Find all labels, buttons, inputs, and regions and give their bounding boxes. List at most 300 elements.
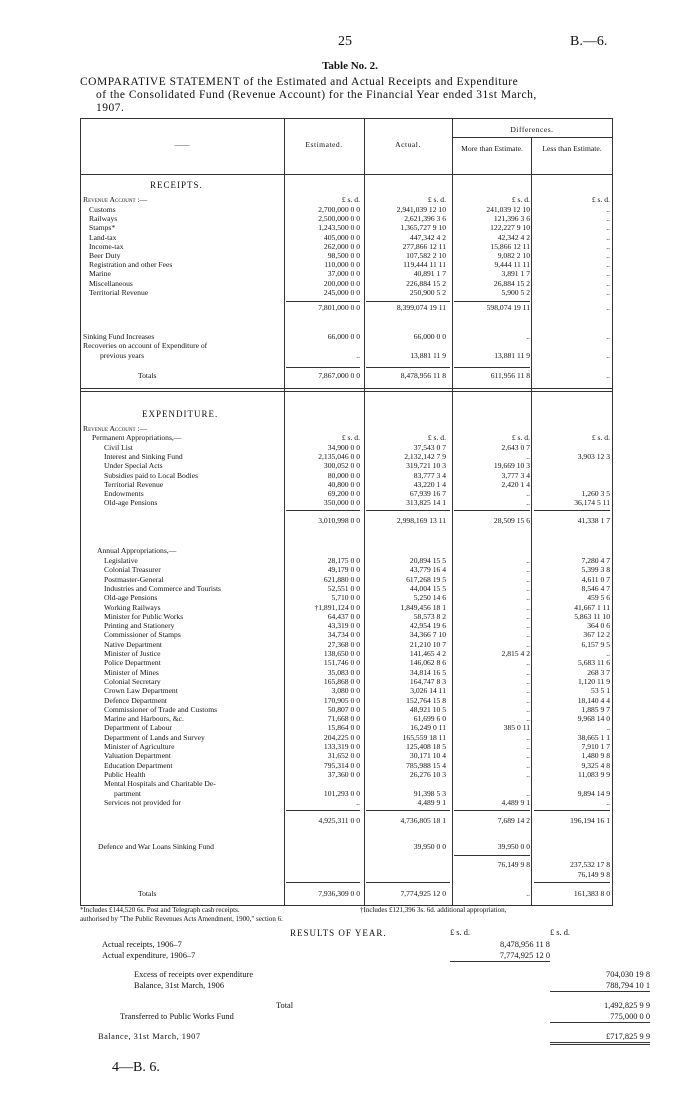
expenditure-total-row-label: Totals [138, 889, 157, 898]
annual-row-more: .. [526, 565, 530, 575]
results-excess-row [80, 969, 650, 980]
receipt-row-more: 3,891 1 7 [501, 269, 530, 279]
annual-row-label: Defence Department [104, 695, 168, 705]
results-expenditure-value: 7,774,925 12 0 [450, 950, 550, 962]
annual-row-actual: 26,276 10 3 [409, 769, 446, 779]
exp-units-less: £ s. d. [591, 433, 610, 442]
mental-row-actual: 91,398 5 3 [413, 789, 446, 798]
annual-row-less: 9,968 14 0 [577, 714, 610, 724]
annual-row-label: Public Health [104, 769, 146, 779]
table-number: Table No. 2. [322, 60, 378, 72]
annual-row-label: Postmaster-General [104, 574, 164, 584]
results-transfer-value: 775,000 0 0 [550, 1011, 650, 1023]
receipts-subtotal-row [80, 303, 612, 313]
receipt-row-estimated: 98,500 0 0 [327, 251, 360, 260]
annual-total-rule-c4 [534, 810, 610, 811]
annual-row-actual: 34,366 7 10 [409, 630, 446, 640]
more-subtotal: 76,149 9 8 [497, 860, 530, 869]
receipt-row-actual: 447,342 4 2 [409, 232, 446, 242]
annual-row-label: Marine and Harbours, &c. [104, 714, 184, 724]
expenditure-total-row-less: 161,383 8 0 [573, 889, 610, 898]
annual-row-more: .. [526, 732, 530, 742]
permanent-row [80, 498, 612, 508]
annual-row-actual: 16,249 0 11 [410, 723, 446, 733]
receipt-row-label: Income-tax [89, 241, 124, 251]
permanent-row-label: Old-age Pensions [104, 498, 158, 508]
annual-row-actual: 48,921 10 5 [409, 704, 446, 714]
defence-row-actual: 39,950 0 0 [413, 842, 446, 851]
receipt-row-more: 15,866 12 11 [490, 241, 530, 251]
permanent-row-actual: 319,721 10 3 [406, 461, 446, 471]
receipt-row-estimated: 1,243,500 0 0 [318, 223, 360, 233]
recoveries-row-label: previous years [100, 351, 145, 360]
receipts-total-row-estimated: 7,867,000 0 0 [318, 371, 360, 380]
defence-row-label: Defence and War Loans Sinking Fund [98, 842, 214, 851]
mental-row-estimated: 101,293 0 0 [323, 789, 360, 798]
annual-total-rule-c1 [286, 810, 360, 811]
sinking-fund-row-actual: 66,000 0 0 [413, 332, 446, 341]
receipt-row-actual: 40,891 1 7 [413, 269, 446, 279]
annual-row-less: 7,280 4 7 [581, 556, 610, 565]
annual-row-estimated: 34,734 0 0 [327, 630, 360, 640]
annual-row-estimated: 15,864 0 0 [327, 723, 360, 733]
annual-row-less: .. [606, 649, 610, 658]
annual-row-estimated: †1,891,124 0 0 [314, 602, 360, 612]
receipt-row-label: Customs [89, 205, 116, 214]
permanent-label: Permanent Appropriations,— [92, 433, 182, 442]
annual-label-row [80, 546, 612, 556]
permanent-row-estimated: 350,000 0 0 [323, 498, 360, 508]
annual-total-row-more: 7,689 14 2 [497, 816, 530, 825]
annual-row-actual: 1,849,456 18 1 [400, 602, 446, 612]
annual-row-actual: 164,747 8 3 [409, 676, 446, 686]
expenditure-heading: EXPENDITURE. [142, 409, 219, 419]
receipt-row-estimated: 262,000 0 0 [323, 241, 360, 251]
receipt-row-less: .. [606, 251, 610, 260]
permanent-units-row [80, 433, 612, 443]
annual-row-more: .. [526, 714, 530, 724]
permanent-row-label: Civil List [104, 443, 133, 452]
receipt-row-less: .. [606, 278, 610, 288]
permanent-row-actual: 2,132,142 7 9 [404, 452, 446, 462]
permanent-row-more: .. [526, 498, 530, 508]
results-total-value: 1,492,825 9 9 [603, 1001, 650, 1010]
permanent-row-more: 3,777 3 4 [501, 470, 530, 480]
header-actual: Actual. [395, 140, 421, 149]
annual-row-less: 18,140 4 4 [577, 695, 610, 705]
annual-row-less: 268 3 7 [587, 667, 610, 677]
permanent-total-rule-c2 [366, 510, 450, 511]
receipt-row-estimated: 110,000 0 0 [324, 260, 360, 270]
recoveries-row-actual: 13,881 11 9 [410, 351, 446, 360]
receipt-row-label: Registration and other Fees [89, 260, 173, 270]
annual-row-less: 459 5 6 [587, 593, 610, 603]
annual-row-less: 7,910 1 7 [581, 742, 610, 751]
receipts-group-label: Revenue Account :— [83, 195, 148, 204]
annual-row-actual: 785,988 15 4 [406, 760, 446, 770]
annual-row-more: .. [526, 676, 530, 686]
page-number: 25 [338, 34, 352, 49]
permanent-total-rule-c1 [286, 510, 360, 511]
annual-row-less: 4,611 0 7 [581, 574, 610, 584]
annual-row-actual: 141,465 4 2 [409, 649, 446, 658]
receipts-total-rule-c2 [366, 367, 450, 368]
receipts-bottom-rule2 [80, 391, 612, 392]
receipts-total-rule-c1 [286, 367, 360, 368]
header-differences: Differences. [510, 125, 554, 134]
defence-row [80, 842, 612, 852]
annual-row-actual: 58,573 8 2 [413, 611, 446, 621]
results-transfer-row [80, 1011, 650, 1022]
permanent-total-row-more: 28,509 15 6 [493, 516, 530, 525]
footnote-dagger: †Includes £121,396 3s. 6d. additional appropriation, [360, 906, 507, 914]
annual-row-estimated: 133,319 0 0 [323, 742, 360, 751]
exp-units-estimated: £ s. d. [341, 433, 360, 442]
annual-row-less: 5,863 11 10 [574, 611, 610, 621]
receipt-row-label: Railways [89, 214, 118, 224]
annual-row-actual: 125,408 18 5 [406, 742, 446, 751]
annual-row-label: Legislative [104, 556, 138, 565]
expenditure-total-row-estimated: 7,936,309 0 0 [318, 889, 360, 898]
receipt-row-actual: 107,582 2 10 [406, 251, 446, 260]
less-offset: 76,149 9 8 [577, 870, 610, 879]
annual-row-label: Valuation Department [104, 751, 171, 761]
exp-total-rule-c2 [366, 882, 450, 883]
results-heading: RESULTS OF YEAR. [290, 928, 387, 938]
permanent-row-actual: 313,825 14 1 [406, 498, 446, 508]
permanent-row-more: 2,420 1 4 [501, 479, 530, 489]
receipt-row-estimated: 2,500,000 0 0 [318, 214, 360, 224]
annual-row-less: 8,546 4 7 [581, 583, 610, 593]
mental-label-1: Mental Hospitals and Charitable De- [104, 779, 216, 788]
annual-row-more: .. [526, 695, 530, 705]
annual-row-estimated: 27,368 0 0 [327, 639, 360, 649]
receipt-row-label: Beer Duty [89, 251, 121, 260]
expenditure-group-label: Revenue Account :— [83, 424, 148, 433]
receipt-row-actual: 1,365,727 9 10 [400, 223, 446, 233]
differences-subtotal-row [80, 860, 612, 870]
receipts-total-row [80, 371, 612, 381]
annual-row-more: .. [526, 611, 530, 621]
annual-row-actual: 30,171 10 4 [409, 751, 446, 761]
comparative-statement-table [80, 118, 612, 905]
table-title-line1: COMPARATIVE STATEMENT of the Estimated and Actual Receipts and Expenditure [80, 76, 519, 88]
permanent-row-less: 3,903 12 3 [577, 452, 610, 462]
permanent-row-less: 36,174 5 11 [574, 498, 610, 508]
annual-row-more: .. [526, 630, 530, 640]
annual-row-less: 11,083 9 9 [578, 769, 610, 779]
permanent-row-label: Subsidies paid to Local Bodies [104, 470, 199, 480]
annual-row-actual: 34,814 16 5 [409, 667, 446, 677]
annual-row-less: 9,325 4 8 [581, 760, 610, 770]
annual-row-label: Printing and Stationery [104, 621, 175, 631]
annual-row-estimated: 35,083 0 0 [327, 667, 360, 677]
permanent-row-actual: 67,939 16 7 [409, 489, 446, 498]
annual-total-row-actual: 4,736,805 18 1 [400, 816, 446, 825]
annual-row-less: 1,885 9 7 [581, 704, 610, 714]
annual-row-actual: 61,699 6 0 [413, 714, 446, 724]
receipts-total-row-more: 611,956 11 8 [490, 371, 530, 380]
receipt-row-more: 5,900 5 2 [501, 287, 530, 297]
receipts-subtotal-rule-c3 [454, 301, 530, 302]
permanent-total-row-less: 41,338 1 7 [577, 516, 610, 525]
permanent-row-label: Territorial Revenue [104, 479, 164, 489]
annual-row-more: .. [526, 556, 530, 565]
annual-row-label: Education Department [104, 760, 173, 770]
annual-row-actual: 165,559 18 11 [402, 732, 446, 742]
permanent-row-label: Interest and Sinking Fund [104, 452, 183, 462]
units-estimated: £ s. d. [341, 195, 360, 204]
results-excess-value: 704,030 19 8 [606, 970, 650, 979]
receipt-row-estimated: 37,000 0 0 [327, 269, 360, 279]
recoveries-row [80, 351, 612, 361]
annual-row-more: 385 0 11 [503, 723, 530, 733]
sinking-fund-row-label: Sinking Fund Increases [83, 332, 155, 341]
annual-total-row-estimated: 4,925,311 0 0 [318, 816, 360, 825]
annual-row-more: .. [526, 742, 530, 751]
annual-row-less: 1,480 9 8 [581, 751, 610, 761]
receipt-row-more: 121,396 3 6 [493, 214, 530, 224]
annual-row-label: Minister of Agriculture [104, 742, 175, 751]
annual-row-less: 53 5 1 [591, 686, 610, 696]
results-balance-value: 788,794 10 1 [550, 980, 650, 992]
results-units-2: £ s. d. [549, 928, 570, 937]
permanent-total-rule-c4 [534, 510, 610, 511]
receipt-row-more: 122,227 9 10 [490, 223, 530, 233]
receipt-row-more: 9,082 2 10 [497, 251, 530, 260]
annual-row-estimated: 138,650 0 0 [323, 649, 360, 658]
permanent-total-row [80, 516, 612, 526]
receipt-row-more: 9,444 11 11 [494, 260, 530, 270]
annual-row-estimated: 621,880 0 0 [323, 574, 360, 584]
annual-row-label: Department of Lands and Survey [104, 732, 205, 742]
annual-row-estimated: 204,225 0 0 [323, 732, 360, 742]
services-row [80, 798, 612, 808]
header-more: More than Estimate. [461, 144, 523, 153]
recoveries-label-row [80, 341, 612, 351]
annual-row-more: .. [526, 583, 530, 593]
footer-reference: 4—B. 6. [112, 1060, 160, 1075]
recoveries-row-estimated: .. [356, 351, 360, 360]
receipt-row-estimated: 2,700,000 0 0 [318, 205, 360, 214]
annual-row-more: .. [526, 769, 530, 779]
results-excess-label: Excess of receipts over expenditure [134, 970, 254, 979]
results-receipts-row [80, 939, 620, 950]
annual-row-estimated: 795,314 0 0 [323, 760, 360, 770]
permanent-row-more: 19,669 10 3 [493, 461, 530, 471]
receipts-total-row-less: .. [606, 371, 610, 380]
annual-row-estimated: 37,360 0 0 [327, 769, 360, 779]
permanent-total-row-actual: 2,998,169 13 11 [396, 516, 446, 525]
units-more: £ s. d. [511, 195, 530, 204]
annual-row-label: Old-age Pensions [104, 593, 158, 603]
permanent-row-estimated: 40,800 0 0 [327, 479, 360, 489]
annual-row-estimated: 64,437 0 0 [327, 611, 360, 621]
results-receipts-value: 8,478,956 11 8 [500, 940, 550, 949]
permanent-row-more: .. [526, 452, 530, 462]
receipt-row-label: Miscellaneous [89, 278, 133, 288]
receipts-subtotal-row-less: .. [606, 303, 610, 312]
annual-row-more: .. [526, 658, 530, 668]
annual-row-estimated: 49,179 0 0 [327, 565, 360, 575]
permanent-total-row-estimated: 3,010,998 0 0 [318, 516, 360, 525]
annual-row-label: Industries and Commerce and Tourists [104, 583, 222, 593]
annual-row-estimated: 31,652 0 0 [327, 751, 360, 761]
header-estimated: Estimated. [305, 140, 343, 149]
less-subtotal: 237,532 17 8 [570, 860, 610, 869]
units-less: £ s. d. [591, 195, 610, 204]
units-actual: £ s. d. [427, 195, 446, 204]
receipts-subtotal-row-estimated: 7,801,000 0 0 [318, 303, 360, 312]
services-row-label: Services not provided for [104, 798, 181, 807]
results-final-row [80, 1031, 650, 1042]
results-final-value: £717,825 9 9 [550, 1031, 650, 1045]
receipt-row-estimated: 405,000 0 0 [323, 232, 360, 242]
annual-row-label: Commissioner of Stamps [104, 630, 181, 640]
mental-row-label: partment [114, 789, 141, 798]
receipt-row-actual: 2,941,039 12 10 [396, 205, 446, 214]
receipts-subtotal-rule-c2 [366, 301, 450, 302]
results-expenditure-row [80, 950, 620, 961]
sinking-fund-row-more: .. [526, 332, 530, 341]
mental-label-row [80, 779, 612, 789]
results-total-row [80, 1000, 650, 1011]
receipts-heading: RECEIPTS. [150, 180, 203, 190]
mental-row-less: 9,894 14 9 [577, 789, 610, 798]
results-final-label: Balance, 31st March, 1907 [98, 1032, 201, 1041]
permanent-row-estimated: 300,052 0 0 [323, 461, 360, 471]
annual-total-row [80, 816, 612, 826]
annual-row-label: Police Department [104, 658, 161, 668]
permanent-row-estimated: 80,000 0 0 [327, 470, 360, 480]
recoveries-row-more: 13,881 11 9 [494, 351, 530, 360]
receipt-row [80, 288, 612, 298]
annual-row-actual: 20,894 15 5 [409, 556, 446, 565]
annual-row-label: Commissioner of Trade and Customs [104, 704, 218, 714]
header-blank: —— [174, 140, 190, 149]
permanent-row-label: Endowments [104, 489, 144, 498]
receipt-row-actual: 119,444 11 11 [403, 260, 446, 270]
receipt-row-less: .. [606, 241, 610, 251]
exp-units-actual: £ s. d. [427, 433, 446, 442]
receipt-row-label: Land-tax [89, 232, 117, 242]
receipt-row-more: 26,884 15 2 [493, 278, 530, 288]
annual-row-label: Minister of Mines [104, 667, 159, 677]
receipt-row-less: .. [606, 260, 610, 270]
annual-row-label: Department of Labour [104, 723, 172, 733]
annual-row-estimated: 50,807 0 0 [327, 704, 360, 714]
permanent-row-estimated: 2,135,046 0 0 [318, 452, 360, 462]
header-less: Less than Estimate. [542, 144, 602, 153]
annual-row-more: .. [526, 667, 530, 677]
receipt-row-less: .. [606, 287, 610, 297]
annual-row-less: 367 12 2 [583, 630, 610, 640]
receipt-row-less: .. [606, 232, 610, 242]
annual-total-row-less: 196,194 16 1 [570, 816, 610, 825]
exp-units-more: £ s. d. [511, 433, 530, 442]
mental-row-more: .. [526, 789, 530, 798]
receipt-row-actual: 250,900 5 2 [409, 287, 446, 297]
receipts-subtotal-rule-c1 [286, 301, 360, 302]
annual-row-less: 5,399 3 8 [581, 565, 610, 575]
annual-row-less: 5,683 11 6 [578, 658, 610, 668]
expenditure-total-row-actual: 7,774,925 12 0 [400, 889, 446, 898]
annual-row-label: Minister for Public Works [104, 611, 184, 621]
annual-row-actual: 5,250 14 6 [413, 593, 446, 603]
receipts-total-row-actual: 8,478,956 11 8 [400, 371, 446, 380]
receipts-total-row-label: Totals [138, 371, 157, 380]
annual-row-label: Working Railways [104, 602, 161, 612]
results-units-1: £ s. d. [449, 928, 470, 937]
annual-row-estimated: 71,668 0 0 [327, 714, 360, 724]
results-expenditure-label: Actual expenditure, 1906–7 [102, 951, 196, 960]
receipts-units-row [80, 195, 612, 205]
annual-row-actual: 3,026 14 11 [410, 686, 446, 696]
permanent-row-more: .. [526, 489, 530, 498]
annual-row-estimated: 43,319 0 0 [327, 621, 360, 631]
annual-row-estimated: 3,080 0 0 [331, 686, 360, 696]
receipts-total-rule-c3 [454, 367, 530, 368]
right-border [612, 118, 613, 906]
receipts-subtotal-row-more: 598,074 19 11 [486, 303, 530, 312]
recoveries-row-less: .. [606, 351, 610, 360]
annual-row-more: 2,815 4 2 [501, 649, 530, 658]
expenditure-total-row-more: .. [526, 889, 530, 898]
results-transfer-label: Transferred to Public Works Fund [120, 1012, 234, 1021]
receipt-row-label: Territorial Revenue [89, 287, 149, 297]
results-total-label: Total [276, 1001, 294, 1010]
annual-total-rule-c2 [366, 810, 450, 811]
annual-row-more: .. [526, 602, 530, 612]
results-balance-row [80, 980, 650, 991]
annual-row-label: Colonial Treasurer [104, 565, 161, 575]
sinking-fund-row-less: .. [606, 332, 610, 341]
receipt-row-actual: 2,621,396 3 6 [404, 214, 446, 224]
annual-total-rule-c3 [454, 810, 530, 811]
expenditure-total-row [80, 889, 612, 899]
annual-row-estimated: 5,710 0 0 [331, 593, 360, 603]
receipt-row-label: Marine [89, 269, 111, 279]
document-reference: B.—6. [570, 34, 608, 49]
annual-row-less: 6,157 9 5 [581, 639, 610, 649]
services-row-more: 4,489 9 1 [501, 798, 530, 807]
annual-row-less: .. [606, 723, 610, 733]
permanent-total-rule-c3 [454, 510, 530, 511]
permanent-row-actual: 43,220 1 4 [413, 479, 446, 489]
annual-row-actual: 21,210 10 7 [409, 639, 446, 649]
services-row-estimated: .. [356, 798, 360, 807]
receipt-row-label: Stamps* [89, 223, 116, 233]
receipt-row-actual: 277,866 12 11 [402, 241, 446, 251]
receipts-bottom-rule [80, 388, 612, 389]
annual-row-more: .. [526, 621, 530, 631]
annual-row-estimated: 28,175 0 0 [327, 556, 360, 565]
receipt-row-less: .. [606, 214, 610, 224]
annual-row-actual: 146,062 8 6 [409, 658, 446, 668]
annual-row-actual: 617,268 19 5 [406, 574, 446, 584]
sinking-fund-row-estimated: 66,000 0 0 [327, 332, 360, 341]
defence-rule-c3 [454, 855, 530, 856]
annual-row-label: Crown Law Department [104, 686, 178, 696]
annual-row-estimated: 165,868 0 0 [323, 676, 360, 686]
permanent-row-actual: 83,777 3 4 [413, 470, 446, 480]
permanent-row-more: 2,643 0 7 [501, 443, 530, 452]
annual-row-estimated: 170,905 0 0 [323, 695, 360, 705]
results-receipts-label: Actual receipts, 1906–7 [102, 940, 182, 949]
differences-offset-row [80, 870, 612, 880]
footnote-line2: authorised by "The Public Revenues Acts Amendment, 1900," section 6. [80, 915, 283, 923]
permanent-row-actual: 37,543 0 7 [413, 443, 446, 452]
